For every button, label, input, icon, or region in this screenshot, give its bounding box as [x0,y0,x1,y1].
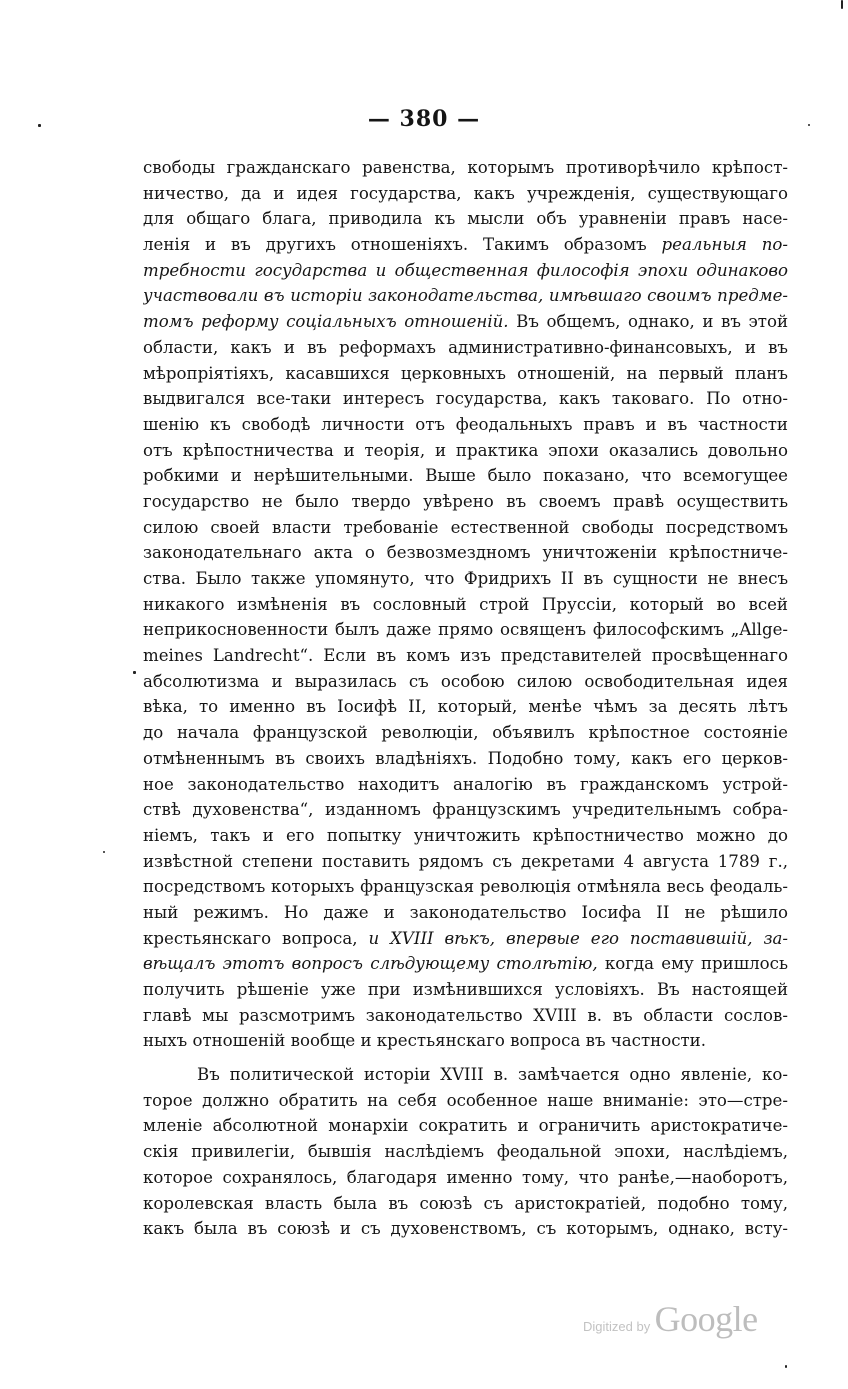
text-span: получить рѣшеніе уже при измѣнившихся условіяхъ. Въ настоящей [143,980,788,999]
watermark-prefix: Digitized by [583,1319,651,1334]
text-span: законодательнаго акта о безвозмездномъ уничтоженіи крѣпостниче- [143,543,788,563]
text-line [143,694,788,720]
text-span: извѣстной степени поставить рядомъ съ декретами 4 августа 1789 г., [143,851,788,871]
text-span: meines Landrecht“. Если въ комъ изъ представителей просвѣщеннаго [143,646,788,666]
text-line [143,823,788,849]
text-line [143,797,788,823]
italic-span: участвовали въ исторіи законодательства, имѣвшаго своимъ предме- [143,286,788,306]
text-line [143,438,788,464]
text-span: ныхъ отношеній вообще и крестьянскаго вопроса въ частности. [143,1031,706,1051]
digitized-watermark [583,1298,758,1340]
text-line [143,335,788,361]
text-span: ленія и въ другихъ отношеніяхъ. Такимъ образомъ [143,235,662,255]
italic-span: томъ реформу соціальныхъ отношеній. [143,312,509,332]
scan-speck [103,851,105,853]
text-span: мѣропріятіяхъ, касавшихся церковныхъ отношеній, на первый планъ [143,363,788,383]
page-number: — 380 — [367,106,481,132]
text-span: мленіе абсолютной монархіи сократить и ограничить аристократиче- [143,1116,788,1136]
text-line [143,155,788,181]
text-span: ное законодательство находитъ аналогію въ гражданскомъ устрой- [143,774,788,794]
text-line [143,1113,788,1139]
italic-span: и XVIII вѣкъ, впервые его поставившій, за- [368,928,788,948]
text-line [143,746,788,772]
text-span: когда ему пришлось [597,954,788,974]
text-line [143,515,788,541]
text-line [143,1028,788,1054]
text-span: области, какъ и въ реформахъ административно-финансовыхъ, и въ [143,337,788,357]
text-line [143,772,788,798]
text-line [143,1216,788,1242]
text-line [143,669,788,695]
text-line [143,977,788,1003]
text-span: шенію къ свободѣ личности отъ феодальныхъ правъ и въ частности [143,414,788,434]
text-line [143,849,788,875]
text-line [143,592,788,618]
text-line [143,258,788,284]
text-span: государство не было твердо увѣрено въ своемъ правѣ осуществить [143,491,788,511]
text-span: ніемъ, такъ и его попытку уничтожить крѣпостничество можно до [143,825,788,845]
text-span: отмѣненнымъ въ своихъ владѣніяхъ. Подобно тому, какъ его церков- [143,748,788,768]
text-span: выдвигался все-таки интересъ государства, какъ таковаго. По отно- [143,389,788,409]
text-line [143,951,788,977]
scan-speck [841,0,843,9]
google-logo: Google [654,1299,758,1339]
text-line [143,720,788,746]
scan-speck [38,124,41,127]
text-span: до начала французской революціи, объявилъ крѣпостное состояніе [143,723,788,743]
text-span: отъ крѣпостничества и теорія, и практика эпохи оказались довольно [143,440,788,460]
text-span: Въ политической исторіи XVIII в. замѣчается одно явленіе, ко- [197,1065,788,1085]
text-line [143,1191,788,1217]
text-line [143,206,788,232]
body-text [143,155,788,1242]
text-line [143,1088,788,1114]
text-line [143,1003,788,1029]
text-span: которое сохранялось, благодаря именно тому, что ранѣе,—наоборотъ, [143,1167,788,1187]
text-span: ничество, да и идея государства, какъ учрежденія, существующаго [143,183,788,203]
italic-span: вѣщалъ этотъ вопросъ слѣдующему столѣтію, [143,954,598,974]
text-line [143,361,788,387]
text-line [143,643,788,669]
text-line [143,181,788,207]
text-span: главѣ мы разсмотримъ законодательство XVIII в. въ области сослов- [143,1005,788,1025]
text-span: робкими и нерѣшительными. Выше было показано, что всемогущее [143,466,788,486]
text-line [143,463,788,489]
text-span: королевская власть была въ союзѣ съ аристократіей, подобно тому, [143,1193,788,1213]
scan-speck [808,124,810,126]
text-span: силою своей власти требованіе естественной свободы посредствомъ [143,517,788,537]
italic-span: реальныя по- [661,235,788,255]
text-line [143,1062,788,1088]
text-line [143,1139,788,1165]
text-line [143,489,788,515]
text-span: крестьянскаго вопроса, [143,928,369,948]
italic-span: требности государства и общественная философія эпохи одинаково [143,260,788,280]
text-span: ный режимъ. Но даже и законодательство Іосифа II не рѣшило [143,902,788,922]
scan-speck [785,1365,787,1368]
text-line [143,412,788,438]
text-span: никакого измѣненія въ сословный строй Пруссіи, который во всей [143,594,788,614]
text-line [143,540,788,566]
text-span: посредствомъ которыхъ французская революція отмѣняла весь феодаль- [143,877,788,897]
text-line [143,566,788,592]
text-line [143,386,788,412]
text-line [143,617,788,643]
text-line [143,283,788,309]
text-span: скія привилегіи, бывшія наслѣдіемъ феодальной эпохи, наслѣдіемъ, [143,1142,788,1162]
text-span: ствѣ духовенства“, изданномъ французскимъ учредительнымъ собра- [143,800,788,820]
text-span: абсолютизма и выразилась съ особою силою освободительная идея [143,671,788,691]
scan-speck [133,671,136,674]
text-span: для общаго блага, приводила къ мысли объ уравненіи правъ насе- [143,209,788,229]
text-span: торое должно обратить на себя особенное наше вниманіе: это—стре- [143,1090,788,1110]
text-line [143,900,788,926]
text-line [143,1165,788,1191]
text-line [143,926,788,952]
text-line [143,309,788,335]
text-span: Въ общемъ, однако, и въ этой [508,312,788,332]
text-span: какъ была въ союзѣ и съ духовенствомъ, съ которымъ, однако, всту- [143,1219,788,1239]
text-span: неприкосновенности былъ даже прямо освященъ философскимъ „Allge- [143,620,788,640]
text-span: свободы гражданскаго равенства, которымъ противорѣчило крѣпост- [143,158,788,177]
text-line [143,874,788,900]
text-line [143,232,788,258]
text-span: ства. Было также упомянуто, что Фридрихъ II въ сущности не внесъ [143,569,788,588]
text-span: вѣка, то именно въ Іосифѣ II, который, менѣе чѣмъ за десять лѣтъ [143,697,788,717]
